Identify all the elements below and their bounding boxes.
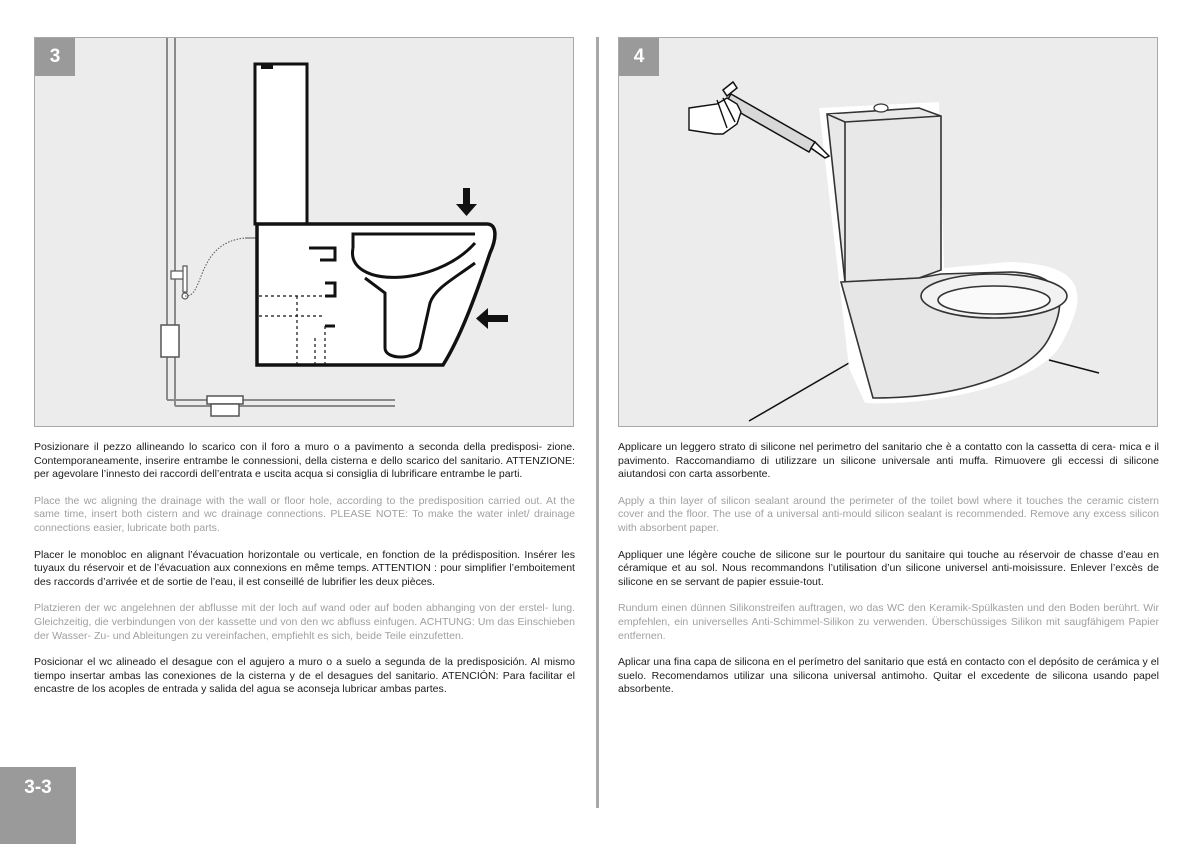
floor-drain	[207, 396, 243, 416]
step-4-illustration-panel	[618, 37, 1158, 427]
instruction-german: Platzieren der wc angelehnen der abflusse mit der loch auf wand oder auf boden abhanging von der erstel- lung. Gleichzeitig, die verbindungen von der kassette und von den wc abfluss einfugen. ACHTUNG: Um das Einschieben der Wasser- Zu- und Ableitungen zu vereinfachen, empfiehlt es sich, beide Teile einzufetten.	[34, 602, 575, 642]
step-3-illustration-panel	[34, 37, 574, 427]
toilet-bowl	[841, 272, 1067, 398]
toilet-bowl	[257, 224, 495, 365]
column-divider	[596, 37, 599, 808]
silicone-application-diagram	[619, 38, 1158, 427]
instruction-spanish: Aplicar una fina capa de silicona en el perímetro del sanitario que está en contacto con el depósito de cerámica y el suelo. Recomendamos utilizar una silicona universal antimoho. Quitar el excedente de silicona usando papel absorbente.	[618, 656, 1159, 696]
cistern	[827, 108, 941, 282]
toilet-section-diagram	[35, 38, 574, 427]
instruction-italian: Applicare un leggero strato di silicone nel perimetro del sanitario che è a contatto con la cassetta di cera- mica e il pavimento. Raccomandiamo di utilizzare un silicone universale anti muffa. Rimuovere gli eccessi di silicone aiutandosi con carta assorbente.	[618, 441, 1159, 481]
instruction-italian: Posizionare il pezzo allineando lo scarico con il foro a muro o a pavimento a seconda della predisposi- zione. Contemporaneamente, inserire entrambe le connessioni, della cisterna e dello scarico del sanitario. ATTENZIONE: per agevolare l’innesto dei raccordi dell’entrata e uscita acqua si consiglia di lubrificare entrambe le parti.	[34, 441, 575, 481]
wall-outlet	[161, 325, 179, 357]
instruction-french: Placer le monobloc en alignant l’évacuation horizontale ou verticale, en fonction de la prédisposition. Insérer les tuyaux du réservoir et de l’évacuation aux connexions en même temps. ATTENTION : pour simplifier l’emboitement des raccords d’arrivée et de sortie de l’eau, il est conseillé de lubrifier les deux pièces.	[34, 548, 575, 588]
water-valve	[171, 266, 188, 299]
hand	[689, 98, 741, 134]
instruction-spanish: Posicionar el wc alineado el desague con el agujero a muro o a suelo a segunda de la predisposición. Al mismo tiempo insertar ambas las conexiones de la cisterna y de el desagues del sanitario. ATENCIÓN: Para facilitar el encastre de los acoples de entrada y salida del agua se aconseja lubricar ambas partes.	[34, 656, 575, 696]
step-4-instructions	[618, 441, 1159, 710]
step-number-badge: 3	[35, 38, 75, 76]
page-number-badge: 3-3	[0, 767, 76, 844]
step-3-instructions	[34, 441, 575, 710]
instruction-german: Rundum einen dünnen Silikonstreifen auftragen, wo das WC den Keramik-Spülkasten und den Boden berührt. Wir empfehlen, ein universelles Anti-Schimmel-Silikon zu verwenden. Überschüssiges Silikon mit saugfähigem Papier entfernen.	[618, 602, 1159, 642]
instruction-english: Apply a thin layer of silicon sealant around the perimeter of the toilet bowl where it touches the ceramic cistern cover and the floor. The use of a universal anti-mould silicon sealant is recommended. Remove any excess silicon with absorbent paper.	[618, 494, 1159, 534]
step-number-badge: 4	[619, 38, 659, 76]
cistern	[255, 64, 307, 224]
instruction-english: Place the wc aligning the drainage with the wall or floor hole, according to the predisposition carried out. At the same time, insert both cistern and wc drainage connections. PLEASE NOTE: To make the water inlet/ drainage connections easier, lubricate both parts.	[34, 494, 575, 534]
instruction-french: Appliquer une légère couche de silicone sur le pourtour du sanitaire qui touche au réservoir de chasse d’eau en céramique et au sol. Nous recommandons l’utilisation d’un silicone universel anti-moisissure. Enlever l’excès de silicone en se servant de papier essuie-tout.	[618, 548, 1159, 588]
